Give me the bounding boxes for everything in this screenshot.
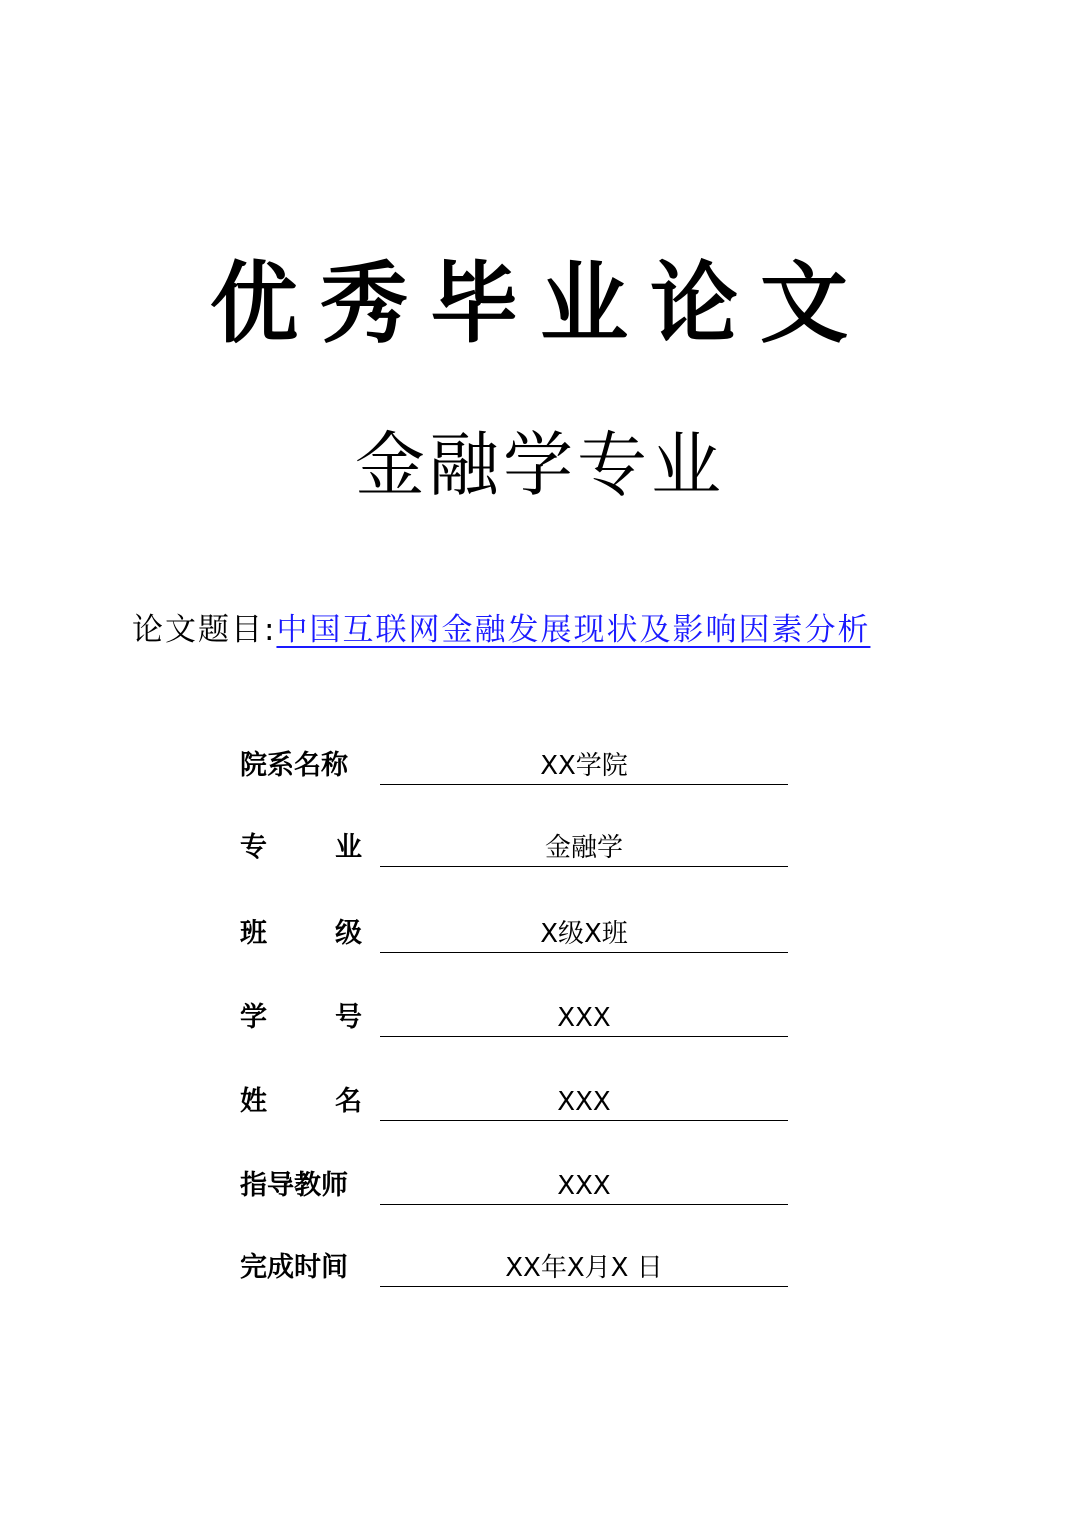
class-field: X级X班 [380,912,788,953]
advisor-label: 指导教师 [240,1170,348,1201]
student-id-label-char-1: 学 [240,1002,267,1033]
student-id-row [240,996,800,1040]
name-field: XXX [380,1080,788,1121]
completion-date-row [240,1246,800,1290]
advisor-field: XXX [380,1164,788,1205]
completion-date-field: XX年X月X 日 [380,1246,788,1287]
name-label-char-1: 姓 [240,1086,267,1117]
thesis-topic-link[interactable]: 中国互联网金融发展现状及影响因素分析 [276,612,871,648]
major-label-char-2: 业 [335,832,362,863]
name-label [240,1080,362,1124]
department-label: 院系名称 [240,750,348,781]
class-label [240,912,362,956]
major-subtitle: 金融学专业 [355,424,725,506]
major-field: 金融学 [380,826,788,867]
name-row [240,1080,800,1124]
major-label [240,826,362,870]
completion-date-label: 完成时间 [240,1252,348,1283]
class-row [240,912,800,956]
major-label-char-1: 专 [240,832,267,863]
class-label-char-2: 级 [335,918,362,949]
thesis-topic-row [132,608,870,652]
class-label-char-1: 班 [240,918,267,949]
department-row [240,744,800,788]
student-id-field: XXX [380,996,788,1037]
major-row [240,826,800,870]
thesis-topic-label: 论文题目: [132,612,277,648]
name-label-char-2: 名 [335,1086,362,1117]
main-title: 优秀毕业论文 [209,251,870,355]
student-id-label-char-2: 号 [335,1002,362,1033]
department-field: XX学院 [380,744,788,785]
advisor-row [240,1164,800,1208]
student-id-label [240,996,362,1040]
